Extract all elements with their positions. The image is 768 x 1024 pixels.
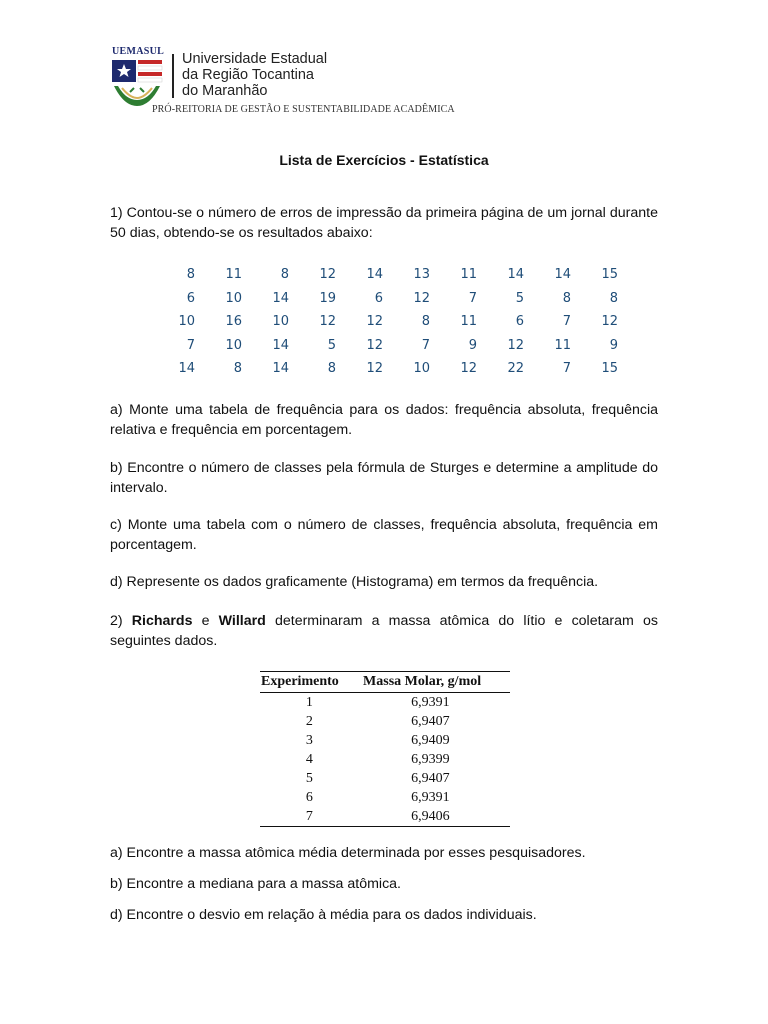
data-cell: 6: [186, 290, 195, 306]
cell-experimento: 5: [305, 771, 313, 786]
data-cell: 10: [178, 314, 195, 329]
data-cell: 14: [366, 267, 383, 282]
cell-massa: 6,9406: [411, 809, 450, 824]
data-cell: 10: [272, 314, 289, 329]
department-name: PRÓ-REITORIA DE GESTÃO E SUSTENTABILIDADE ACADÊMICA: [152, 104, 455, 115]
cell-massa: 6,9407: [411, 771, 450, 786]
letterhead: [110, 42, 470, 122]
data-cell: 8: [327, 361, 336, 376]
data-cell: 5: [327, 337, 336, 353]
data-cell: 7: [562, 314, 571, 329]
table-row: [260, 693, 510, 712]
data-cell: 12: [507, 337, 524, 353]
data-cell: 7: [186, 337, 195, 353]
data-cell: 22: [507, 361, 524, 376]
data-cell: 14: [507, 267, 524, 282]
table-row: [260, 788, 510, 807]
data-cell: 8: [421, 314, 430, 329]
q2-item-b: b) Encontre a mediana para a massa atômica.: [110, 876, 401, 892]
cell-experimento: 2: [305, 714, 313, 729]
data-cell: 10: [225, 337, 242, 353]
data-cell: 11: [460, 314, 477, 329]
data-cell: 6: [515, 314, 524, 329]
data-cell: 8: [233, 361, 242, 376]
data-cell: 12: [366, 337, 383, 353]
page-title: Lista de Exercícios - Estatística: [279, 152, 489, 168]
data-cell: 14: [178, 361, 195, 376]
data-cell: 14: [272, 290, 289, 306]
data-cell: 7: [562, 361, 571, 376]
data-cell: 12: [319, 314, 336, 329]
table-row: [260, 750, 510, 769]
table-header: [260, 672, 510, 692]
q1-item-b: b) Encontre o número de classes pela fórmula de Sturges e determine a amplitude do intervalo.: [110, 460, 658, 496]
university-logo: [110, 46, 165, 102]
university-name-line: do Maranhão: [182, 83, 268, 99]
data-cell: 8: [186, 267, 195, 282]
data-cell: 11: [554, 337, 571, 353]
data-cell: 8: [280, 267, 289, 282]
data-cell: 12: [460, 361, 477, 376]
data-cell: 12: [366, 361, 383, 376]
data-row: [148, 287, 618, 311]
data-cell: 19: [319, 290, 336, 306]
data-row: [148, 263, 618, 287]
logo-acronym: UEMASUL: [112, 46, 165, 57]
q1-intro: 1) Contou-se o número de erros de impressão da primeira página de um jornal durante 50 dias, obtendo-se os resultados abaixo:: [110, 205, 658, 241]
university-name: [182, 51, 327, 99]
data-row: [148, 310, 618, 334]
data-cell: 5: [515, 290, 524, 306]
q1-item-d: d) Represente os dados graficamente (Histograma) em termos da frequência.: [110, 574, 599, 590]
data-cell: 14: [272, 337, 289, 353]
q2-prefix: 2): [110, 613, 132, 629]
cell-experimento: 3: [305, 733, 313, 748]
data-cell: 8: [562, 290, 571, 306]
university-name-line: da Região Tocantina: [182, 67, 314, 83]
table-row: [260, 769, 510, 788]
q1-item-a: a) Monte uma tabela de frequência para os dados: frequência absoluta, frequência relativa e frequência em porcentagem.: [110, 402, 658, 438]
data-cell: 10: [413, 361, 430, 376]
data-cell: 14: [554, 267, 571, 282]
header-divider: [172, 54, 174, 98]
data-cell: 15: [601, 361, 618, 376]
data-cell: 12: [601, 314, 618, 329]
author-willard: Willard: [218, 613, 266, 629]
cell-massa: 6,9391: [411, 695, 450, 710]
q2-rest: determinaram a massa atômica do lítio e coletaram os seguintes dados.: [110, 613, 658, 649]
table-row: [260, 807, 510, 826]
cell-massa: 6,9407: [411, 714, 450, 729]
data-cell: 12: [319, 267, 336, 282]
data-cell: 8: [609, 290, 618, 306]
university-crest-icon: [110, 58, 165, 108]
data-cell: 11: [225, 267, 242, 282]
header-massa-molar: Massa Molar, g/mol: [363, 674, 482, 689]
q1-data-grid: [148, 263, 618, 381]
data-cell: 12: [413, 290, 430, 306]
author-richards: Richards: [131, 613, 193, 629]
q2-item-a: a) Encontre a massa atômica média determinada por esses pesquisadores.: [110, 845, 586, 861]
data-cell: 7: [421, 337, 430, 353]
table-row: [260, 731, 510, 750]
data-cell: 9: [609, 337, 618, 353]
data-cell: 9: [468, 337, 477, 353]
cell-experimento: 1: [305, 695, 313, 710]
q2-intro: [110, 611, 658, 651]
table-bottom-rule: [260, 826, 510, 827]
university-name-line: Universidade Estadual: [182, 51, 328, 67]
table-row: [260, 712, 510, 731]
data-cell: 6: [374, 290, 383, 306]
data-row: [148, 357, 618, 381]
header-experimento: Experimento: [261, 674, 339, 689]
data-cell: 7: [468, 290, 477, 306]
data-cell: 10: [225, 290, 242, 306]
data-cell: 13: [413, 267, 430, 282]
cell-experimento: 4: [305, 752, 313, 767]
q2-conj: e: [192, 613, 219, 629]
q1-item-c: c) Monte uma tabela com o número de classes, frequência absoluta, frequência em porcentagem.: [110, 517, 658, 553]
cell-experimento: 6: [305, 790, 313, 805]
data-row: [148, 334, 618, 358]
data-cell: 11: [460, 267, 477, 282]
cell-massa: 6,9391: [411, 790, 450, 805]
data-cell: 15: [601, 267, 618, 282]
data-cell: 12: [366, 314, 383, 329]
data-cell: 14: [272, 361, 289, 376]
data-cell: 16: [225, 314, 242, 329]
cell-experimento: 7: [305, 809, 313, 824]
mass-table: [260, 671, 510, 827]
cell-massa: 6,9399: [411, 752, 450, 767]
q2-item-d: d) Encontre o desvio em relação à média para os dados individuais.: [110, 907, 537, 923]
cell-massa: 6,9409: [411, 733, 450, 748]
